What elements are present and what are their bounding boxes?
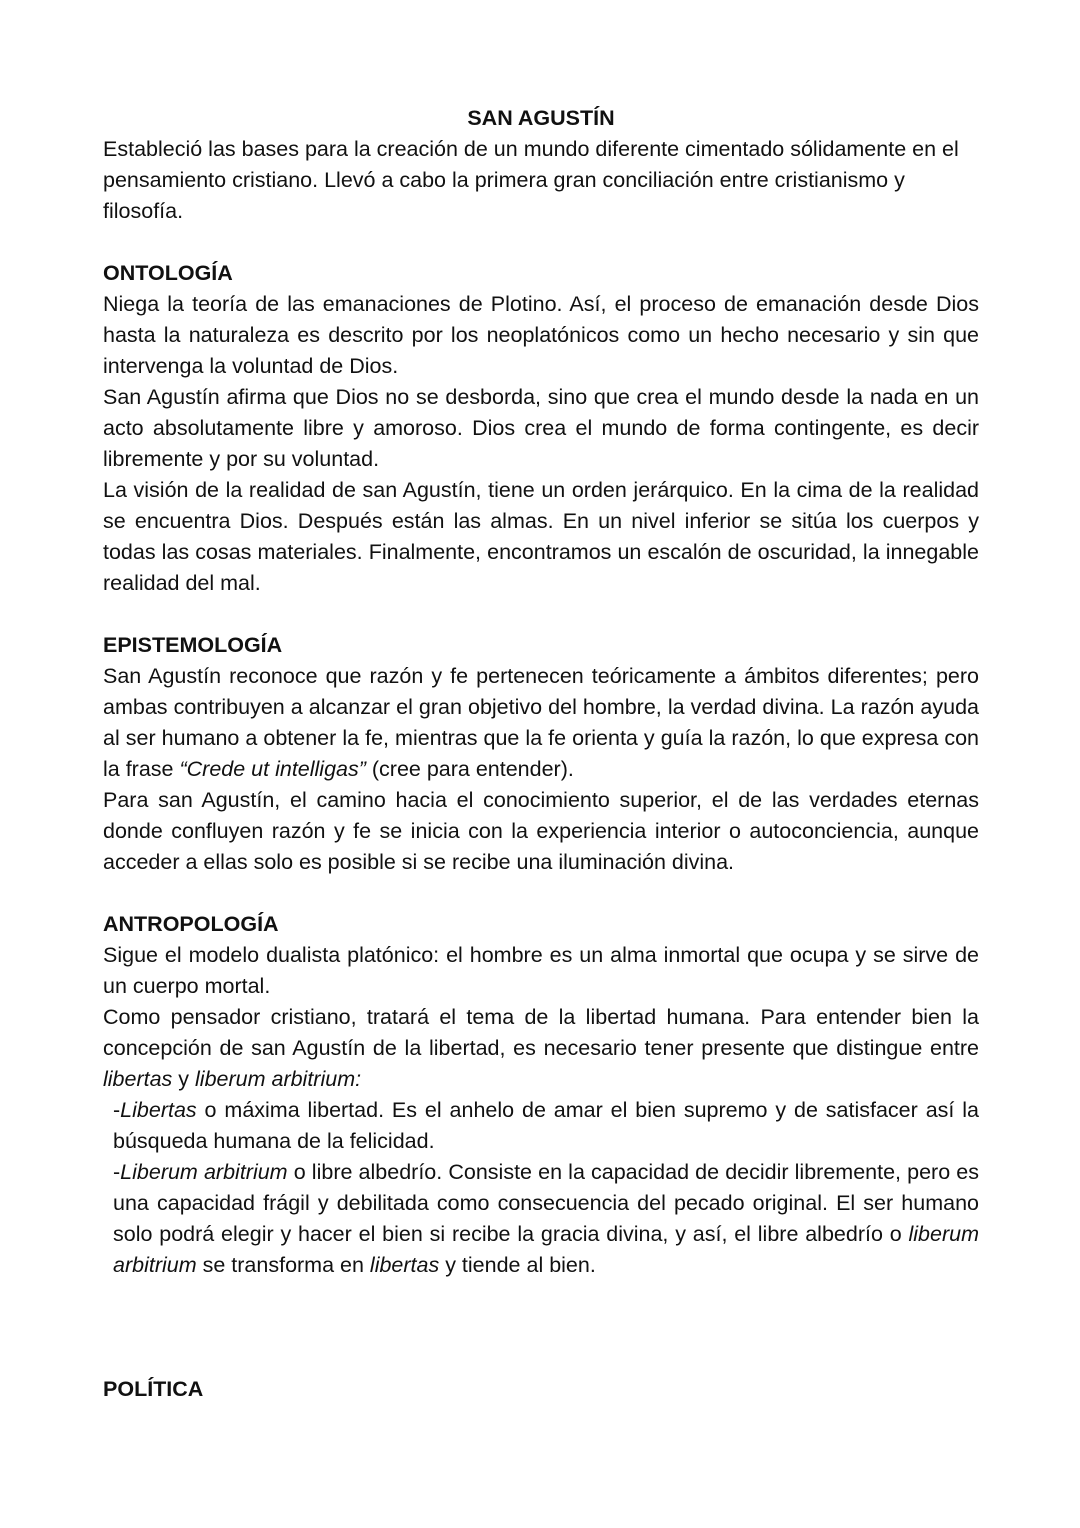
document-page [103,103,979,1405]
paragraph: La visión de la realidad de san Agustín, tiene un orden jerárquico. En la cima de la realidad se encuentra Dios. Después están las almas. En un nivel inferior se sitúa los cuerpos y todas las cosas materiales. Finalmente, encontramos un escalón de oscuridad, la innegable realidad del mal. [103,478,979,595]
paragraph [103,661,979,785]
document-title: SAN AGUSTÍN [467,106,615,130]
latin-term: libertas [103,1067,173,1091]
latin-term: Liberum arbitrium [120,1160,288,1184]
section-antropologia [103,909,979,1281]
section-heading: POLÍTICA [103,1377,204,1401]
spacer [103,599,979,630]
list-item [103,1157,979,1281]
text-run: y [172,1067,196,1091]
section-heading: EPISTEMOLOGÍA [103,633,283,657]
latin-term: liberum arbitrium [113,1222,979,1277]
paragraph: Sigue el modelo dualista platónico: el hombre es un alma inmortal que ocupa y se sirve de un cuerpo mortal. [103,943,979,998]
paragraph: Para san Agustín, el camino hacia el conocimiento superior, el de las verdades eternas donde confluyen razón y fe se inicia con la experiencia interior o autoconciencia, aunque acceder a ellas solo es posible si se recibe una iluminación divina. [103,788,979,874]
text-run: o máxima libertad. Es el anhelo de amar el bien supremo y de satisfacer así la búsqueda humana de la felicidad. [113,1098,979,1153]
text-run: San Agustín reconoce que razón y fe pertenecen teóricamente a ámbitos diferentes; pero ambas contribuyen a alcanzar el gran objetivo del hombre, la verdad divina. La razón ayuda al ser humano a obtener la fe, mientras que la fe orienta y guía la razón, lo que expresa con la frase [103,664,979,781]
text-run: se transforma en [196,1253,370,1277]
latin-term: Libertas [120,1098,197,1122]
paragraph: Niega la teoría de las emanaciones de Plotino. Así, el proceso de emanación desde Dios hasta la naturaleza es descrito por los neoplatónicos como un hecho necesario y sin que intervenga la voluntad de Dios. [103,292,979,378]
text-run: o libre albedrío. Consiste en la capacidad de decidir libremente, pero es una capacidad frágil y debilitada como consecuencia del pecado original. El ser humano solo podrá elegir y hacer el bien si recibe la gracia divina, y así, el libre albedrío o [113,1160,979,1246]
dash: - [113,1098,121,1122]
dash: - [113,1160,121,1184]
text-run: y tiende al bien. [439,1253,596,1277]
intro-paragraph: Estableció las bases para la creación de un mundo diferente cimentado sólidamente en el pensamiento cristiano. Llevó a cabo la primera gran conciliación entre cristianismo y filosofía. [103,137,959,223]
spacer [103,878,979,909]
section-ontologia [103,258,979,599]
text-run: (cree para entender). [365,757,574,781]
paragraph: San Agustín afirma que Dios no se desborda, sino que crea el mundo desde la nada en un acto absolutamente libre y amoroso. Dios crea el mundo de forma contingente, es decir libremente y por su voluntad. [103,385,979,471]
spacer [103,227,979,258]
section-heading: ONTOLOGÍA [103,261,233,285]
spacer [103,1281,979,1374]
list-item [103,1095,979,1157]
latin-term: liberum arbitrium: [195,1067,362,1091]
text-run: Como pensador cristiano, tratará el tema de la libertad humana. Para entender bien la concepción de san Agustín de la libertad, es necesario tener presente que distingue entre [103,1005,979,1060]
section-politica [103,1374,979,1405]
section-heading: ANTROPOLOGÍA [103,912,279,936]
latin-term: libertas [369,1253,440,1277]
section-epistemologia [103,630,979,878]
paragraph [103,1002,979,1095]
latin-quote: “Crede ut intelligas” [179,757,366,781]
